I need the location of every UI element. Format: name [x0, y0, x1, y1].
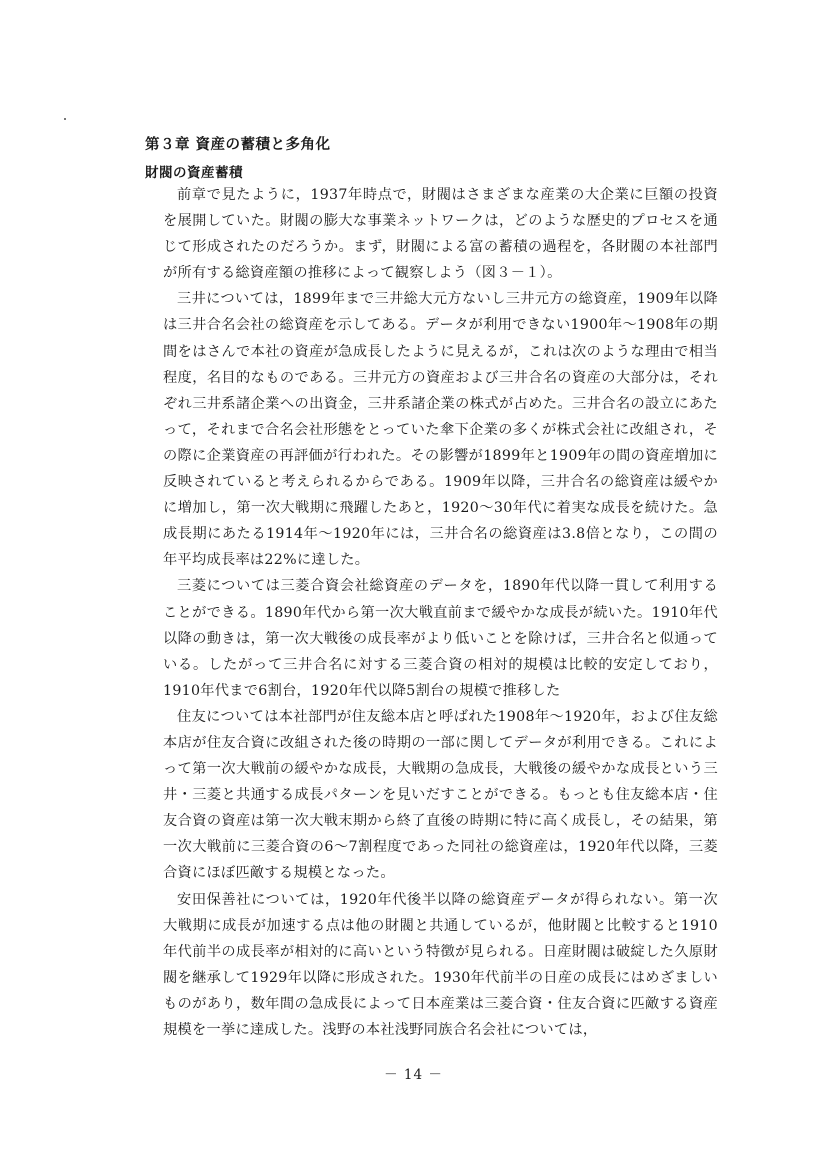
page-number: － 14 － — [384, 1067, 443, 1083]
chapter-title: 第３章 資産の蓄積と多角化 — [145, 137, 331, 153]
paragraph-2: 三井については，1899年まで三井総大元方ないし三井元方の総資産，1909年以降は三井合名会社の総資産を示してある。データが利用できない1900年～1908年の期間をはさんで本社の資産が急成長したように見えるが，これは次のような理由で相当程度，名目的なものである。三井元方の資産および三井合名の資産の大部分は，それぞれ三井系諸企業への出資金，三井系諸企業の株式が占めた。三井合名の設立にあたって，それまで合名会社形態をとっていた傘下企業の多くが株式会社に改組され，その際に企業資産の再評価が行われた。その影響が1899年と1909年の間の資産増加に反映されていると考えられるからである。1909年以降，三井合名の総資産は緩やかに増加し，第一次大戦期に飛躍したあと，1920～30年代に着実な成長を続けた。急成長期にあたる1914年～1920年には，三井合名の総資産は3.8倍となり，この間の年平均成長率は22%に達した。 — [163, 291, 718, 569]
paragraph-1: 前章で見たように，1937年時点で，財閥はさまざまな産業の大企業に巨額の投資を展開していた。財閥の膨大な事業ネットワークは，どのような歴史的プロセスを通じて形成されたのだろうか。まず，財閥による富の蓄積の過程を，各財閥の本社部門が所有する総資産額の推移によって観察しよう（図３－１）。 — [163, 187, 718, 282]
body-text — [163, 182, 718, 1043]
scan-speck — [64, 118, 66, 120]
paragraph-4: 住友については本社部門が住友総本店と呼ばれた1908年～1920年，および住友総本店が住友合資に改組された後の時期の一部に関してデータが利用できる。これによって第一次大戦前の緩やかな成長，大戦期の急成長，大戦後の緩やかな成長という三井・三菱と共通する成長パターンを見いだすことができる。もっとも住友総本店・住友合資の資産は第一次大戦末期から終了直後の時期に特に高く成長し，その結果，第一次大戦前に三菱合資の6～7割程度であった同社の総資産は，1920年代以降，三菱合資にほぼ匹敵する規模となった。 — [163, 708, 718, 882]
paragraph-3: 三菱については三菱合資会社総資産のデータを，1890年代以降一貫して利用することができる。1890年代から第一次大戦直前まで緩やかな成長が続いた。1910年代以降の動きは，第一次大戦後の成長率がより低いことを除けば，三井合名と似通っている。したがって三井合名に対する三菱合資の相対的規模は比較的安定しており，1910年代まで6割台，1920年代以降5割台の規模で推移した — [163, 578, 718, 699]
section-title: 財閥の資産蓄積 — [145, 165, 243, 181]
paragraph-5: 安田保善社については，1920年代後半以降の総資産データが得られない。第一次大戦期に成長が加速する点は他の財閥と共通しているが，他財閥と比較すると1910年代前半の成長率が相対的に高いという特徴が見られる。日産財閥は破綻した久原財閥を継承して1929年以降に形成された。1930年代前半の日産の成長にはめざましいものがあり，数年間の急成長によって日本産業は三菱合資・住友合資に匹敵する資産規模を一挙に達成した。浅野の本社浅野同族合名会社については， — [163, 891, 718, 1038]
